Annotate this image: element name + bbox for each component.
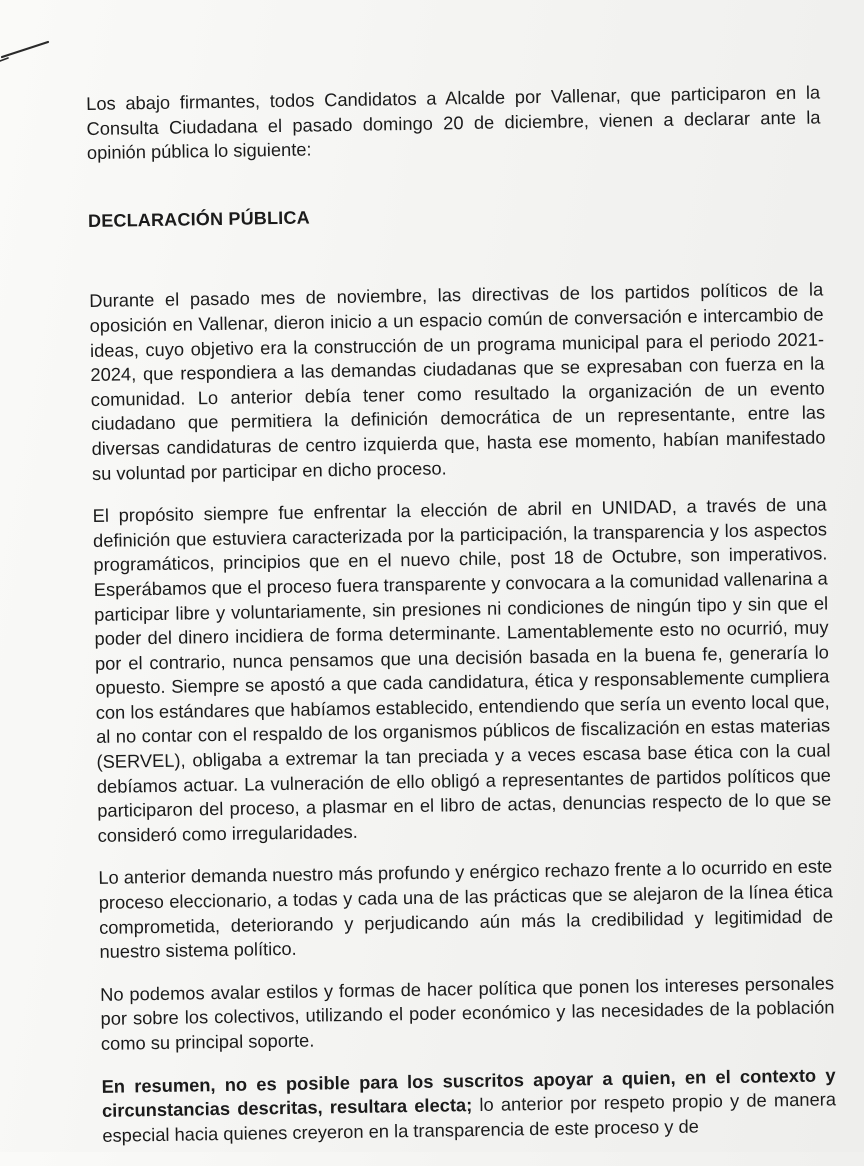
body-paragraph-4: No podemos avalar estilos y formas de hacer política que ponen los intereses personales por sobre los colectivos, utilizando el poder económico y las necesidades de la población como su principal soporte. bbox=[100, 972, 835, 1054]
body-paragraph-3: Lo anterior demanda nuestro más profundo y enérgico rechazo frente a lo ocurrido en este proceso eleccionario, a todas y cada una de las prácticas que se alejaron de la línea ética comprometida, deteriorando y perjudicando aún más la credibilidad y legitimidad de nuestro sistema político. bbox=[98, 855, 834, 963]
pen-stroke-mark bbox=[0, 30, 60, 70]
summary-text: lo anterior por respeto propio y de manera especial hacia quienes creyeron en la transparencia de este proceso y de bbox=[102, 1088, 837, 1146]
summary-bold-text: En resumen, no es posible para los suscritos apoyar a quien, en el contexto y circunstancias descritas, resultara electa; bbox=[101, 1063, 836, 1122]
document-page bbox=[86, 80, 837, 1166]
summary-paragraph bbox=[101, 1063, 836, 1148]
document-title: DECLARACIÓN PÚBLICA bbox=[87, 207, 310, 231]
body-paragraph-2: El propósito siempre fue enfrentar la elección de abril en UNIDAD, a través de una definición que estuviera caracterizada por la participación, la transparencia y los aspectos programáticos, principios que en el nuevo chile, post 18 de Octubre, son imperativos. Esperábamos que el proceso fuera transparente y convocara a la comunidad vallenarina a participar libre y voluntariamente, sin presiones ni condiciones de ningún tipo y sin que el poder del dinero incidiera de forma determinante. Lamentablemente esto no ocurrió, muy por el contrario, nunca pensamos que una decisión basada en la buena fe, generaría lo opuesto. Siempre se apostó a que cada candidatura, ética y responsablemente cumpliera con los estándares que habíamos establecido, entendiendo que sería un evento local que, al no contar con el respaldo de los organismos públicos de fiscalización en estas materias (SERVEL), obligaba a extremar la tan preciada y a veces escasa base ética con la cual debíamos actuar. La vulneración de ello obligó a representantes de partidos políticos que participaron del proceso, a plasmar en el libro de actas, denuncias respecto de lo que se consideró como irregularidades. bbox=[92, 493, 832, 846]
intro-paragraph: Los abajo firmantes, todos Candidatos a Alcalde por Vallenar, que participaron en la Consulta Ciudadana el pasado domingo 20 de diciembre, vienen a declarar ante la opinión pública lo siguiente: bbox=[86, 81, 821, 164]
body-paragraph-1: Durante el pasado mes de noviembre, las directivas de los partidos políticos de la oposición en Vallenar, dieron inicio a un espacio común de conversación e intercambio de ideas, cuyo objetivo era la construcción de un programa municipal para el periodo 2021-2024, que respondiera a las demandas ciudadanas que se expresaban con fuerza en la comunidad. Lo anterior debía tener como resultado la organización de un evento ciudadano que permitiera la definición democrática de un representante, entre las diversas candidaturas de centro izquierda que, hasta ese momento, habían manifestado su voluntad por participar en dicho proceso. bbox=[89, 278, 826, 484]
